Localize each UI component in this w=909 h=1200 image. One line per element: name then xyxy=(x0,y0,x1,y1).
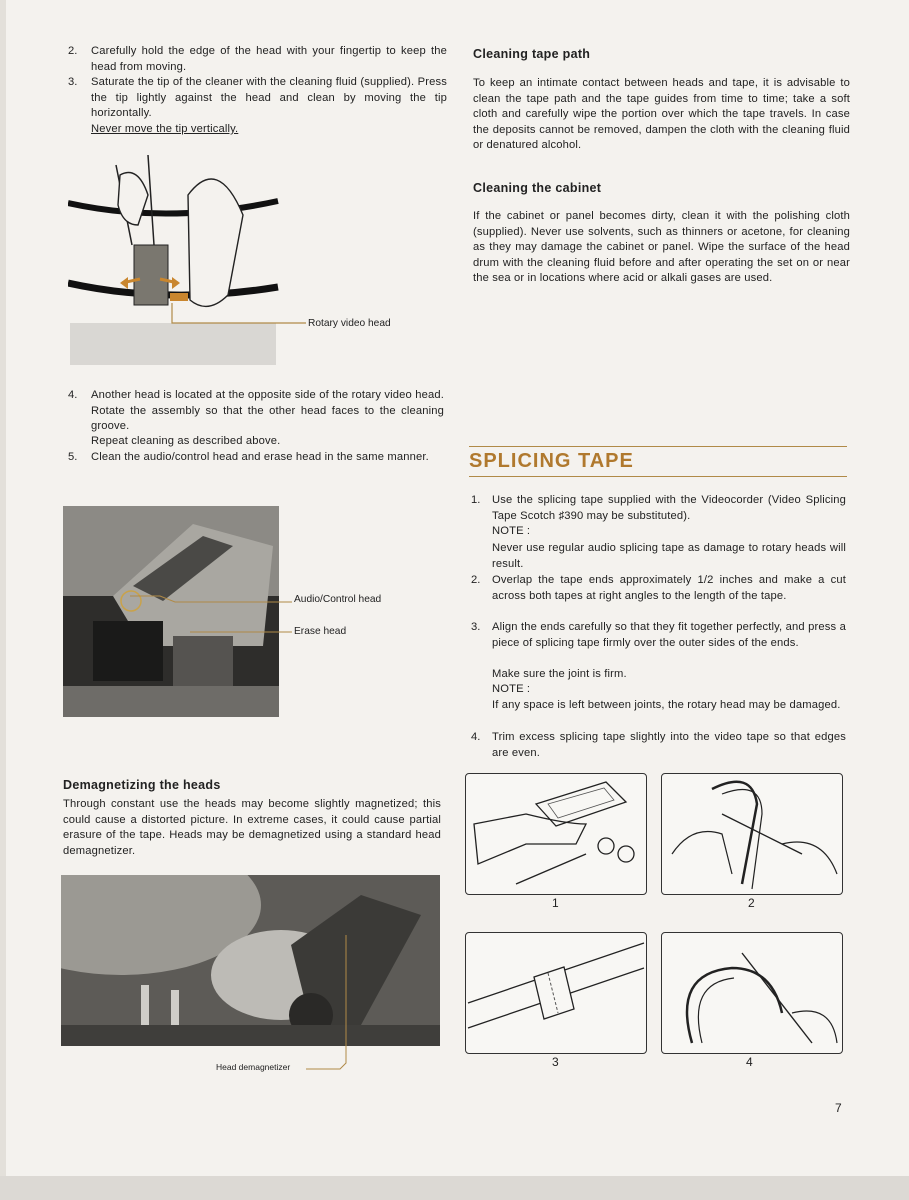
page-bottom-margin xyxy=(0,1176,909,1200)
step-number: 1. xyxy=(471,494,481,506)
demagnetizer-callout-line xyxy=(300,935,360,1075)
splice-step-3-note-label: NOTE : xyxy=(492,683,531,695)
demagnetizing-heading: Demagnetizing the heads xyxy=(63,778,221,792)
step-number: 3. xyxy=(471,621,481,633)
cleaning-tape-path-heading: Cleaning tape path xyxy=(473,47,591,61)
step-number: 2. xyxy=(68,45,78,57)
step-4-text: Another head is located at the opposite side of the rotary video head. Rotate the assembly so that the other head faces to the cleaning groove. xyxy=(91,389,444,433)
demagnetizing-text: Through constant use the heads may become slightly magnetized; this could cause a distorted picture. In extreme cases, it could cause partial erasure of the tape. Heads may be demagnetized using a standard head demagnetizer. xyxy=(63,798,441,857)
splice-step-1-note-label: NOTE : xyxy=(492,525,531,537)
splice-figure-3-number: 3 xyxy=(552,1055,559,1069)
splice-figure-2 xyxy=(661,773,843,895)
splice-figure-2-number: 2 xyxy=(748,896,755,910)
section-rule-top xyxy=(469,446,847,447)
splicing-tape-title: SPLICING TAPE xyxy=(469,450,634,472)
step-number: 4. xyxy=(471,731,481,743)
splice-step-4-text: Trim excess splicing tape slightly into the video tape so that edges are even. xyxy=(492,731,846,759)
cleaning-tape-path-text: To keep an intimate contact between heads and tape, it is advisable to clean the tape path and the tape guides from time to time; take a soft cloth and carefully wipe the portion over which the tape travels. In case the deposits cannot be removed, dampen the cloth with the cleaning fluid or denatured alcohol. xyxy=(473,77,850,152)
step-3-text: Saturate the tip of the cleaner with the cleaning fluid (supplied). Press the tip lightly against the head and clean by moving the tip horizontally. xyxy=(91,76,447,120)
splice-figure-3 xyxy=(465,932,647,1054)
splice-figure-1 xyxy=(465,773,647,895)
step-number: 4. xyxy=(68,389,78,401)
section-rule-bottom xyxy=(469,476,847,477)
splice-figure-1-number: 1 xyxy=(552,896,559,910)
page-number: 7 xyxy=(835,1101,842,1115)
cleaning-head-illustration xyxy=(68,155,413,370)
step-number: 2. xyxy=(471,574,481,586)
splice-step-1-note: Never use regular audio splicing tape as damage to rotary heads will result. xyxy=(492,542,846,570)
step-4-extra: Repeat cleaning as described above. xyxy=(91,435,281,447)
splice-step-1-text: Use the splicing tape supplied with the Videocorder (Video Splicing Tape Scotch ♯390 may be substituted). xyxy=(492,494,846,522)
splice-figure-4 xyxy=(661,932,843,1054)
step-number: 3. xyxy=(68,76,78,88)
splice-step-3-text: Align the ends carefully so that they fit together perfectly, and press a piece of splicing tape firmly over the outer sides of the ends. xyxy=(492,621,846,649)
page-edge xyxy=(0,0,6,1176)
photo-callout-lines xyxy=(130,590,295,640)
step-2-text: Carefully hold the edge of the head with your fingertip to keep the head from moving. xyxy=(91,45,447,73)
erase-head-label: Erase head xyxy=(294,626,347,637)
cleaning-cabinet-heading: Cleaning the cabinet xyxy=(473,181,602,195)
audio-control-head-label: Audio/Control head xyxy=(294,594,382,605)
step-number: 5. xyxy=(68,451,78,463)
rotary-video-head-label: Rotary video head xyxy=(308,318,391,329)
head-demagnetizer-photo xyxy=(61,875,440,1046)
splice-step-2-text: Overlap the tape ends approximately 1/2 inches and make a cut across both tapes at right angles to the length of the tape. xyxy=(492,574,846,602)
splice-step-3-check: Make sure the joint is firm. xyxy=(492,668,627,680)
head-demagnetizer-label: Head demagnetizer xyxy=(216,1062,291,1072)
splice-step-3-note: If any space is left between joints, the rotary head may be damaged. xyxy=(492,699,841,711)
cleaning-cabinet-text: If the cabinet or panel becomes dirty, clean it with the polishing cloth (supplied). Never use solvents, such as thinners or acetone, for cleaning as they may damage the cabinet or panel. Wipe the surface of the head drum with the cleaning fluid before and after operating the set on or near the sea or in locations where acid or alkali gases are used. xyxy=(473,210,850,285)
splice-figure-4-number: 4 xyxy=(746,1055,753,1069)
step-3-warning: Never move the tip vertically. xyxy=(91,123,239,135)
step-5-text: Clean the audio/control head and erase head in the same manner. xyxy=(91,451,429,463)
